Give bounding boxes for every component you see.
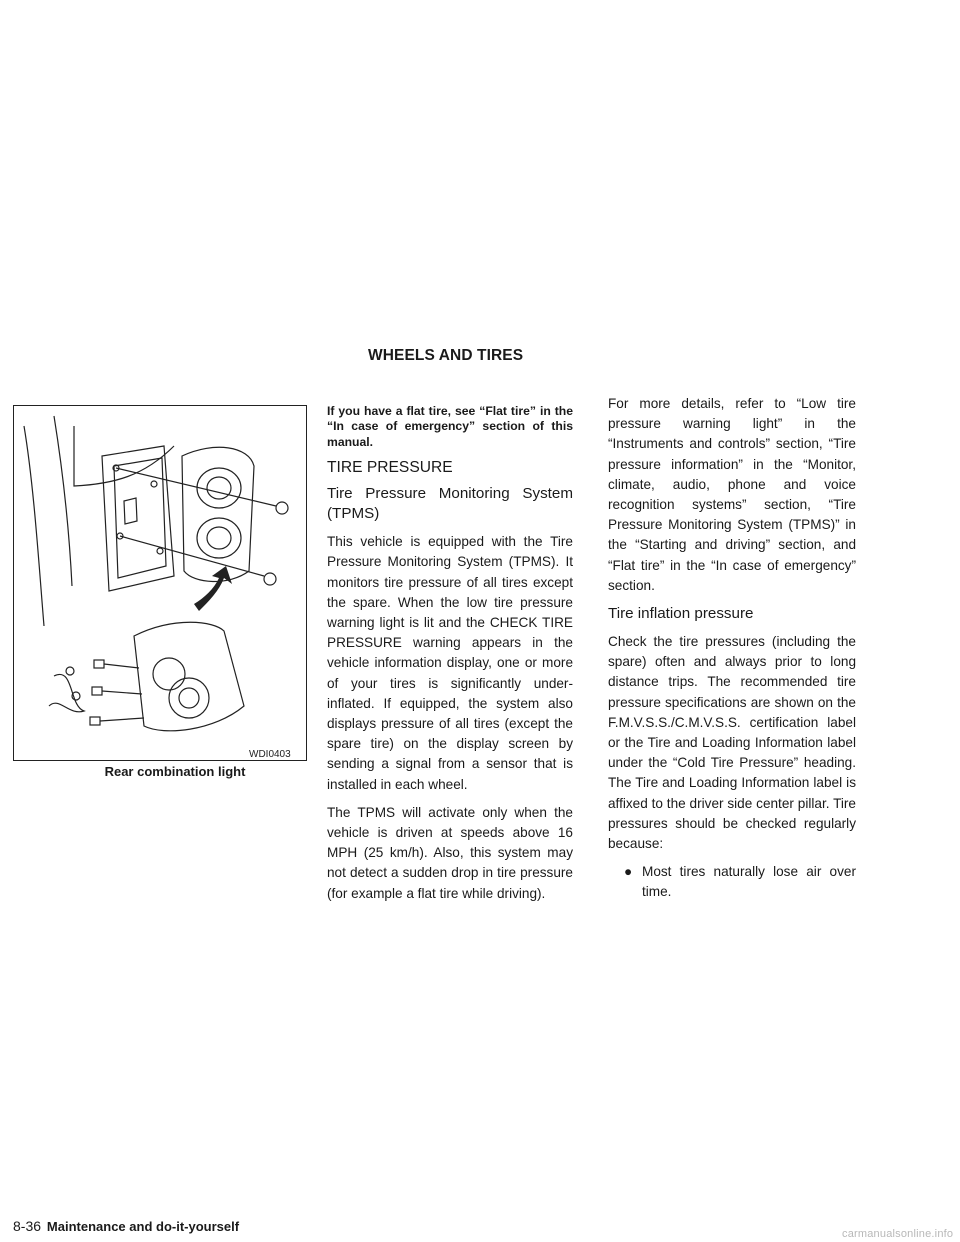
tpms-paragraph-2: The TPMS will activate only when the vehicle is driven at speeds above 16 MPH (25 km/h). Also, this system may not detect a sudden drop in tire pressure (for example a flat tire while driving). bbox=[327, 804, 573, 901]
section-heading: WHEELS AND TIRES bbox=[368, 347, 524, 364]
heading-tpms: Tire Pressure Monitoring System (TPMS) bbox=[327, 485, 573, 523]
flat-tire-note: If you have a flat tire, see “Flat tire” in the “In case of emergency” section of this manual. bbox=[327, 404, 573, 449]
chapter-title: Maintenance and do-it-yourself bbox=[46, 1219, 240, 1234]
figure-caption: Rear combination light bbox=[104, 764, 246, 779]
inflation-paragraph: Check the tire pressures (including the spare) often and always prior to long distance trips. The recommended tire pressure specifications are shown on the F.M.V.S.S./C.M.V.S.S. certification label or the Tire and Loading Information label under the “Cold Tire Pressure” heading. The Tire and Loading Information label is affixed to the driver side center pillar. Tire pressures should be checked regularly because: bbox=[608, 634, 856, 852]
rear-combination-light-drawing bbox=[14, 406, 307, 761]
right-column bbox=[608, 394, 856, 903]
bullet-icon: ● bbox=[624, 864, 633, 880]
bullet-item bbox=[608, 862, 856, 902]
tpms-paragraph-1: This vehicle is equipped with the Tire Pressure Monitoring System (TPMS). It monitors tire pressure of all tires except the spare. When the low tire pressure warning light is lit and the CHECK TIRE PRESSURE warning appears in the vehicle information display, one or more of your tires is significantly under-inflated. If equipped, the system also displays pressure of all tires (except the spare tire) on the display screen by sending a signal from a sensor that is installed in each wheel. bbox=[327, 534, 573, 792]
page-number: 8-36 bbox=[13, 1218, 42, 1234]
watermark: carmanualsonline.info bbox=[842, 1228, 954, 1240]
details-paragraph: For more details, refer to “Low tire pressure warning light” in the “Instruments and controls” section, “Tire pressure information” in the “Monitor, climate, audio, phone and voice recognition systems” section, “Tire Pressure Monitoring System (TPMS)” in the “Starting and driving” section, and “Flat tire” in the “In case of emergency” section. bbox=[608, 396, 856, 593]
middle-column bbox=[327, 404, 573, 912]
figure-code: WDI0403 bbox=[249, 749, 291, 760]
page-footer bbox=[13, 1218, 239, 1234]
bullet-text: Most tires naturally lose air over time. bbox=[642, 864, 856, 900]
heading-tire-pressure: TIRE PRESSURE bbox=[327, 459, 453, 477]
heading-tire-inflation: Tire inflation pressure bbox=[608, 605, 754, 623]
figure-illustration bbox=[13, 405, 307, 761]
